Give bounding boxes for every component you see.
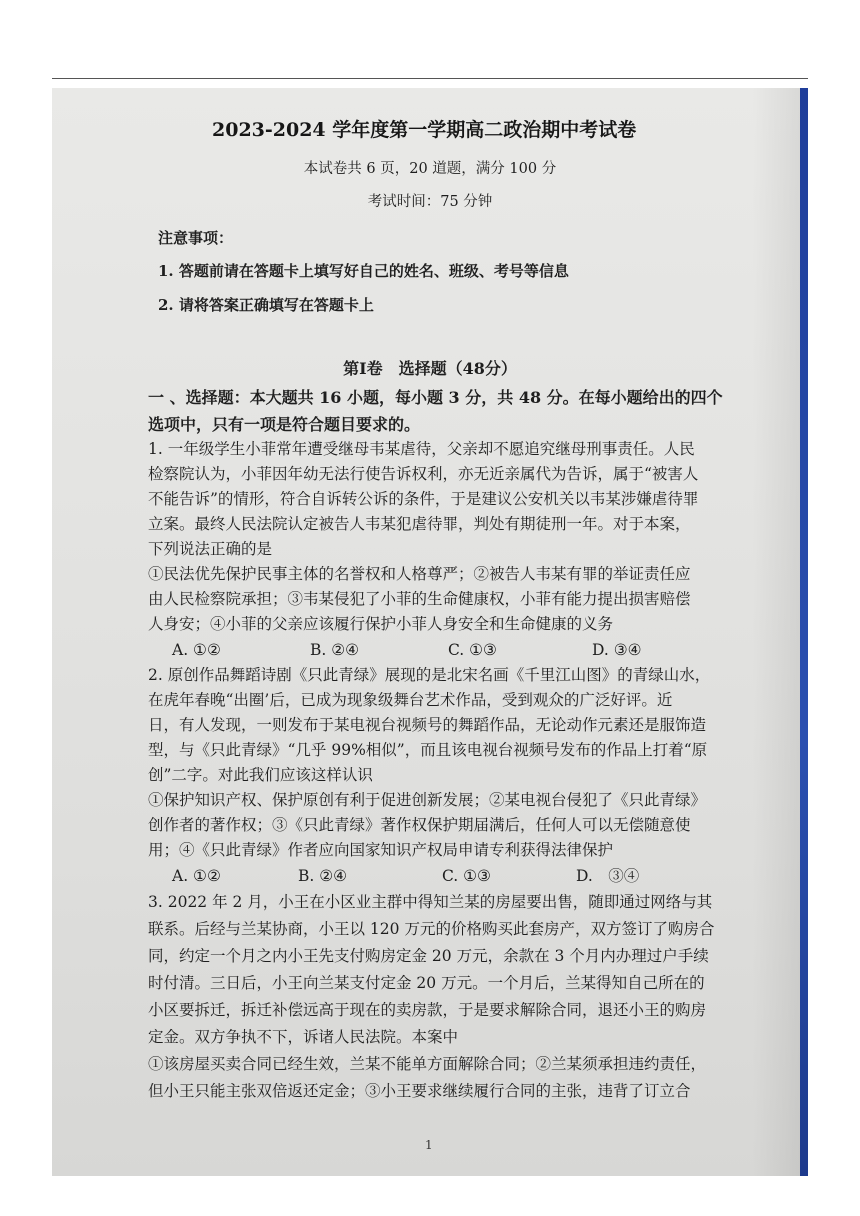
question-1-line: 立案。最终人民法院认定被告人韦某犯虐待罪，判处有期徒刑一年。对于本案，	[148, 515, 691, 533]
question-3-line: ①该房屋买卖合同已经生效，兰某不能单方面解除合同；②兰某须承担违约责任，	[148, 1055, 707, 1073]
question-3-line: 3. 2022 年 2 月，小王在小区业主群中得知兰某的房屋要出售，随即通过网络与其	[148, 893, 713, 911]
option-b: B. ②④	[310, 641, 360, 659]
notes-heading: 注意事项：	[158, 229, 234, 247]
question-3-line: 同，约定一个月之内小王先支付购房定金 20 万元，余款在 3 个月内办理过户手续	[148, 947, 709, 965]
note-item: 1. 答题前请在答题卡上填写好自己的姓名、班级、考号等信息	[158, 262, 569, 280]
question-2-line: 型，与《只此青绿》“几乎 99%相似”，而且该电视台视频号发布的作品上打着“原	[148, 741, 708, 759]
question-1-line: 不能告诉”的情形，符合自诉转公诉的条件，于是建议公安机关以韦某涉嫌虐待罪	[148, 490, 699, 508]
top-rule	[52, 78, 808, 79]
question-3-line: 但小王只能主张双倍返还定金；③小王要求继续履行合同的主张，违背了订立合	[148, 1082, 691, 1100]
question-2-line: 日，有人发现，一则发布于某电视台视频号的舞蹈作品，无论动作元素还是服饰造	[148, 716, 707, 734]
question-2-line: 创”二字。对此我们应该这样认识	[148, 766, 373, 784]
option-a: A. ①②	[172, 867, 221, 885]
question-3-line: 联系。后经与兰某协商，小王以 120 万元的价格购买此套房产，双方签订了购房合	[148, 920, 715, 938]
option-c: C. ①③	[448, 641, 497, 659]
question-1-line: 下列说法正确的是	[148, 540, 273, 558]
question-1-line: 检察院认为，小菲因年幼无法行使告诉权利，亦无近亲属代为告诉，属于“被害人	[148, 465, 699, 483]
question-2-line: 在虎年春晚“出圈’后，已成为现象级舞台艺术作品，受到观众的广泛好评。近	[148, 691, 673, 709]
section-title: 第Ⅰ卷 选择题（48分）	[343, 359, 517, 378]
option-d: D. ③④	[592, 641, 642, 659]
question-3-line: 定金。双方争执不下，诉诸人民法院。本案中	[148, 1028, 459, 1046]
question-3-line: 小区要拆迁，拆迁补偿远高于现在的卖房款，于是要求解除合同，退还小王的购房	[148, 1001, 707, 1019]
option-c: C. ①③	[442, 867, 491, 885]
question-1-line: ①民法优先保护民事主体的名誉权和人格尊严；②被告人韦某有罪的举证责任应	[148, 565, 691, 583]
question-1-line: 1. 一年级学生小菲常年遭受继母韦某虐待，父亲却不愿追究继母刑事责任。人民	[148, 440, 695, 458]
exam-meta: 本试卷共 6 页，20 道题，满分 100 分	[303, 161, 557, 177]
question-1-line: 由人民检察院承担；③韦某侵犯了小菲的生命健康权，小菲有能力提出损害赔偿	[148, 590, 691, 608]
question-2-line: 2. 原创作品舞蹈诗剧《只此青绿》展现的是北宋名画《千里江山图》的青绿山水，	[148, 666, 711, 684]
option-a: A. ①②	[172, 641, 221, 659]
option-d: D. ③④	[576, 867, 640, 885]
question-2-line: ①保护知识产权、保护原创有利于促进创新发展；②某电视台侵犯了《只此青绿》	[148, 791, 707, 809]
question-1-line: 人身安；④小菲的父亲应该履行保护小菲人身安全和生命健康的义务	[148, 615, 614, 633]
question-3-line: 时付清。三日后，小王向兰某支付定金 20 万元。一个月后，兰某得知自己所在的	[148, 974, 705, 992]
option-b: B. ②④	[298, 867, 348, 885]
note-item: 2. 请将答案正确填写在答题卡上	[158, 296, 374, 314]
section-instruction: 选项中，只有一项是符合题目要求的。	[148, 415, 421, 434]
exam-time: 考试时间：75 分钟	[367, 194, 493, 210]
exam-title: 2023-2024 学年度第一学期高二政治期中考试卷	[212, 119, 637, 141]
exam-page-photo	[52, 88, 808, 1176]
question-2-line: 创作者的著作权；③《只此青绿》著作权保护期届满后，任何人可以无偿随意使	[148, 816, 691, 834]
question-2-options	[52, 869, 808, 887]
question-1-options	[52, 643, 808, 661]
page-number: 1	[425, 1138, 433, 1152]
section-instruction: 一 、选择题：本大题共 16 小题，每小题 3 分，共 48 分。在每小题给出的四个	[148, 388, 723, 407]
question-2-line: 用；④《只此青绿》作者应向国家知识产权局申请专利获得法律保护	[148, 841, 614, 859]
exam-content	[52, 88, 808, 1176]
